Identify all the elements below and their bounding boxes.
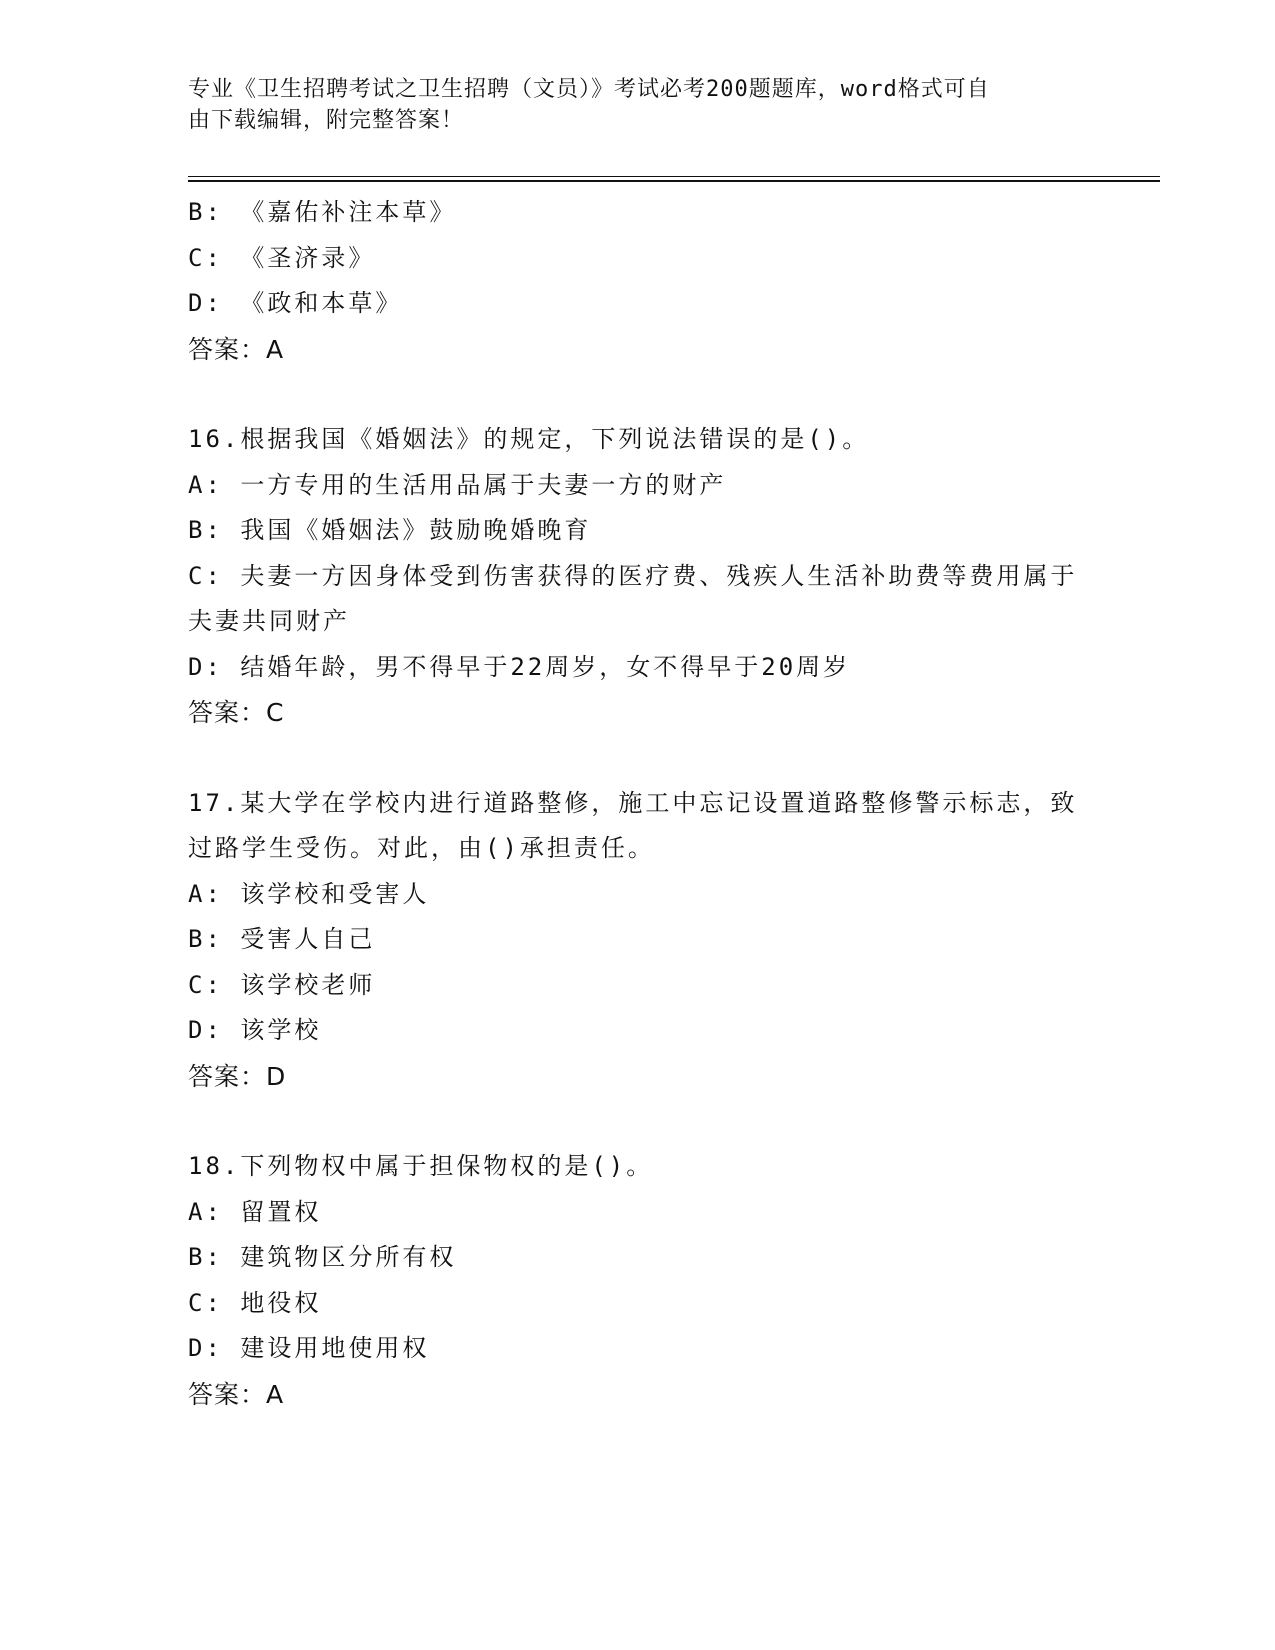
option-c: C: 该学校老师 bbox=[188, 970, 376, 999]
question-17 bbox=[188, 781, 1108, 1100]
option-a: A: 该学校和受害人 bbox=[188, 879, 430, 908]
option-d: D: 建设用地使用权 bbox=[188, 1334, 430, 1362]
option-d: D: 结婚年龄，男不得早于22周岁，女不得早于20周岁 bbox=[188, 652, 851, 681]
answer-line: 答案：A bbox=[188, 334, 285, 364]
question-18 bbox=[188, 1144, 1108, 1417]
option-b: B: 《嘉佑补注本草》 bbox=[188, 198, 457, 226]
header-line-1: 专业《卫生招聘考试之卫生招聘（文员）》考试必考200题题库，word格式可自 bbox=[188, 77, 990, 102]
header-line-2: 由下载编辑，附完整答案！ bbox=[188, 108, 465, 133]
header-divider-thick bbox=[188, 180, 1160, 182]
option-c: C: 地役权 bbox=[188, 1288, 322, 1317]
option-b: B: 受害人自己 bbox=[188, 925, 376, 953]
option-c: C: 《圣济录》 bbox=[188, 243, 376, 272]
answer-line: 答案：C bbox=[188, 698, 285, 727]
option-a: A: 一方专用的生活用品属于夫妻一方的财产 bbox=[188, 470, 727, 499]
prev-question-block bbox=[188, 190, 1108, 372]
option-a: A: 留置权 bbox=[188, 1197, 322, 1226]
answer-line: 答案：A bbox=[188, 1379, 285, 1409]
option-d: D: 《政和本草》 bbox=[188, 289, 403, 317]
question-stem: 18.下列物权中属于担保物权的是()。 bbox=[188, 1152, 654, 1180]
question-list bbox=[188, 190, 1108, 1417]
option-b: B: 我国《婚姻法》鼓励晚婚晚育 bbox=[188, 516, 592, 544]
option-d: D: 该学校 bbox=[188, 1016, 322, 1044]
question-16 bbox=[188, 417, 1108, 736]
question-stem: 17.某大学在学校内进行道路整修，施工中忘记设置道路整修警示标志，致过路学生受伤。对此，由()承担责任。 bbox=[188, 788, 1078, 862]
answer-line: 答案：D bbox=[188, 1061, 287, 1091]
document-header bbox=[188, 74, 1068, 136]
question-stem: 16.根据我国《婚姻法》的规定，下列说法错误的是()。 bbox=[188, 425, 870, 453]
header-divider-thin bbox=[188, 176, 1160, 177]
option-c: C: 夫妻一方因身体受到伤害获得的医疗费、残疾人生活补助费等费用属于夫妻共同财产 bbox=[188, 561, 1078, 635]
option-b: B: 建筑物区分所有权 bbox=[188, 1243, 457, 1271]
